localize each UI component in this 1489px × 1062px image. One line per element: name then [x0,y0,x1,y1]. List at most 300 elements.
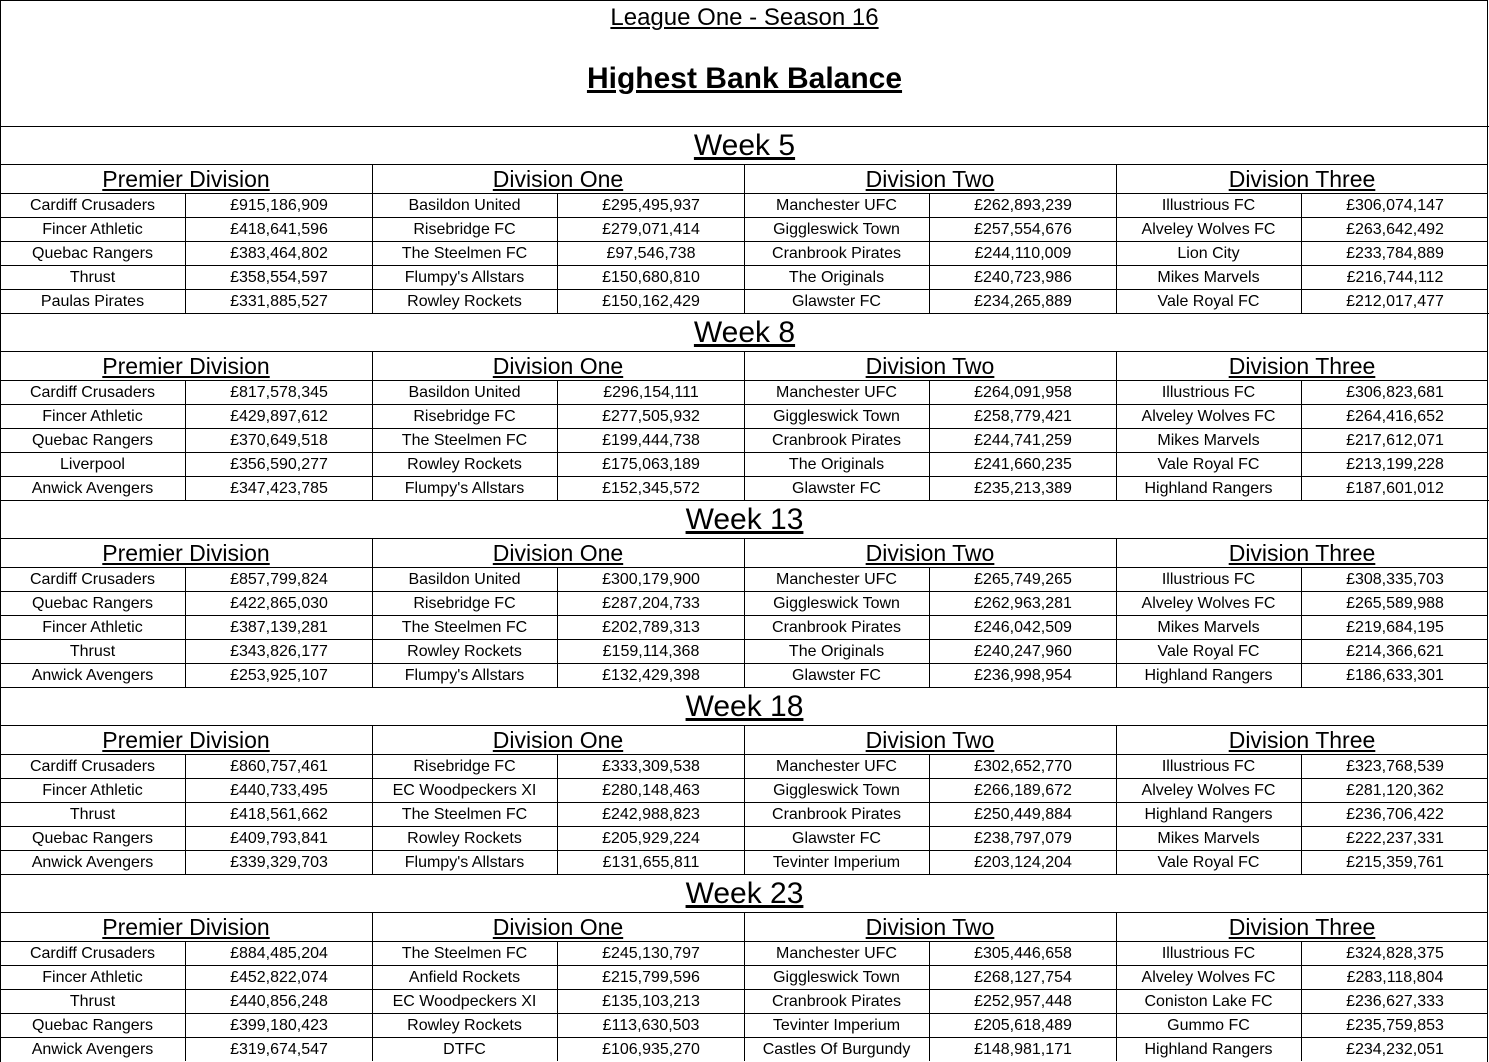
team-name-cell[interactable]: Manchester UFC [744,755,930,778]
team-name-cell[interactable]: Anwick Avengers [0,477,186,500]
table-row [0,778,372,802]
division-heading: Premier Division [0,164,372,193]
bank-balance-cell[interactable]: £264,091,958 [974,384,1072,401]
team-name-cell[interactable]: Glawster FC [744,290,930,313]
table-row [1116,591,1488,615]
division-heading: Division Two [744,725,1116,754]
team-name-cell[interactable]: Fincer Athletic [0,966,186,989]
table-row [1116,567,1488,591]
division-heading: Premier Division [0,912,372,941]
team-name-cell[interactable]: Cranbrook Pirates [744,803,930,826]
bank-balance-cell[interactable]: £236,706,422 [1346,806,1444,823]
bank-balance-cell[interactable]: £857,799,824 [230,571,328,588]
bank-balance-cell[interactable]: £429,897,612 [230,408,328,425]
team-name-cell[interactable]: Fincer Athletic [0,218,186,241]
column-divider [1116,725,1117,874]
bank-balance-cell[interactable]: £135,103,213 [602,993,700,1010]
table-row [372,476,744,500]
bank-balance-cell[interactable]: £234,232,051 [1346,1041,1444,1058]
column-divider [744,912,745,1061]
team-name-cell[interactable]: Rowley Rockets [372,1014,558,1037]
table-row [0,241,372,265]
table-row [372,989,744,1013]
team-name-cell[interactable]: Fincer Athletic [0,779,186,802]
table-row [1116,1013,1488,1037]
bank-balance-cell[interactable]: £343,826,177 [230,643,328,660]
division-column [744,538,1116,687]
bank-balance-cell[interactable]: £132,429,398 [602,667,700,684]
bank-balance-cell[interactable]: £279,071,414 [602,221,700,238]
table-row [744,778,1116,802]
bank-balance-cell[interactable]: £245,130,797 [602,945,700,962]
bank-balance-cell[interactable]: £238,797,079 [974,830,1072,847]
bank-balance-cell[interactable]: £319,674,547 [230,1041,328,1058]
division-column [744,164,1116,313]
team-name-cell[interactable]: Giggleswick Town [744,966,930,989]
team-name-cell[interactable]: Tevinter Imperium [744,851,930,874]
bank-balance-cell[interactable]: £150,162,429 [602,293,700,310]
team-name-cell[interactable]: Rowley Rockets [372,453,558,476]
team-name-cell[interactable]: Flumpy's Allstars [372,477,558,500]
bank-balance-cell[interactable]: £152,345,572 [602,480,700,497]
table-row [744,826,1116,850]
team-name-cell[interactable]: Castles Of Burgundy [744,1038,930,1061]
division-heading: Division Two [744,164,1116,193]
team-name-cell[interactable]: Thrust [0,640,186,663]
team-name-cell[interactable]: The Steelmen FC [372,429,558,452]
team-name-cell[interactable]: Vale Royal FC [1116,640,1302,663]
page-subtitle: Highest Bank Balance [586,62,903,95]
team-name-cell[interactable]: Giggleswick Town [744,592,930,615]
bank-balance-cell[interactable]: £242,988,823 [602,806,700,823]
bank-balance-cell[interactable]: £159,114,368 [602,643,700,660]
team-name-cell[interactable]: Liverpool [0,453,186,476]
bank-balance-cell[interactable]: £262,893,239 [974,197,1072,214]
table-row [1116,802,1488,826]
bank-balance-cell[interactable]: £306,074,147 [1346,197,1444,214]
team-name-cell[interactable]: Alveley Wolves FC [1116,218,1302,241]
team-name-cell[interactable]: Coniston Lake FC [1116,990,1302,1013]
bank-balance-cell[interactable]: £240,723,986 [974,269,1072,286]
bank-balance-cell[interactable]: £440,733,495 [230,782,328,799]
bank-balance-cell[interactable]: £240,247,960 [974,643,1072,660]
bank-balance-cell[interactable]: £418,641,596 [230,221,328,238]
division-column [1116,538,1488,687]
team-name-cell[interactable]: Risebridge FC [372,218,558,241]
bank-balance-cell[interactable]: £235,213,389 [974,480,1072,497]
table-row [0,289,372,313]
table-row [1116,476,1488,500]
bank-balance-cell[interactable]: £302,652,770 [974,758,1072,775]
division-heading: Division Two [744,912,1116,941]
team-name-cell[interactable]: Cranbrook Pirates [744,429,930,452]
table-row [744,404,1116,428]
division-column [1116,351,1488,500]
bank-balance-cell[interactable]: £383,464,802 [230,245,328,262]
week-block [0,687,1489,874]
team-name-cell[interactable]: Vale Royal FC [1116,290,1302,313]
team-name-cell[interactable]: The Originals [744,453,930,476]
table-row [744,1037,1116,1061]
table-row [1116,826,1488,850]
team-name-cell[interactable]: Risebridge FC [372,405,558,428]
bank-balance-cell[interactable]: £263,642,492 [1346,221,1444,238]
table-row [1116,754,1488,778]
bank-balance-cell[interactable]: £203,124,204 [974,854,1072,871]
table-row [372,428,744,452]
bank-balance-cell[interactable]: £817,578,345 [230,384,328,401]
team-name-cell[interactable]: Glawster FC [744,664,930,687]
division-column [0,351,372,500]
team-name-cell[interactable]: Illustrious FC [1116,568,1302,591]
table-row [744,289,1116,313]
team-name-cell[interactable]: Flumpy's Allstars [372,851,558,874]
bank-balance-cell[interactable]: £202,789,313 [602,619,700,636]
team-name-cell[interactable]: Quebac Rangers [0,242,186,265]
team-name-cell[interactable]: Fincer Athletic [0,405,186,428]
team-name-cell[interactable]: Mikes Marvels [1116,827,1302,850]
division-column [744,351,1116,500]
week-block [0,313,1489,500]
team-name-cell[interactable]: Flumpy's Allstars [372,266,558,289]
team-name-cell[interactable]: EC Woodpeckers XI [372,779,558,802]
week-heading: Week 23 [0,874,1489,912]
bank-balance-cell[interactable]: £250,449,884 [974,806,1072,823]
team-name-cell[interactable]: Thrust [0,990,186,1013]
table-row [744,989,1116,1013]
team-name-cell[interactable]: Cranbrook Pirates [744,242,930,265]
team-name-cell[interactable]: Vale Royal FC [1116,851,1302,874]
team-name-cell[interactable]: EC Woodpeckers XI [372,990,558,1013]
team-name-cell[interactable]: Thrust [0,803,186,826]
bank-balance-cell[interactable]: £265,749,265 [974,571,1072,588]
table-row [372,639,744,663]
team-name-cell[interactable]: Rowley Rockets [372,827,558,850]
table-row [744,567,1116,591]
bank-balance-cell[interactable]: £287,204,733 [602,595,700,612]
table-row [0,217,372,241]
bank-balance-cell[interactable]: £175,063,189 [602,456,700,473]
division-column [372,164,744,313]
bank-balance-cell[interactable]: £113,630,503 [602,1017,700,1034]
table-row [372,826,744,850]
team-name-cell[interactable]: Mikes Marvels [1116,429,1302,452]
team-name-cell[interactable]: Flumpy's Allstars [372,664,558,687]
team-name-cell[interactable]: Cardiff Crusaders [0,942,186,965]
bank-balance-cell[interactable]: £215,799,596 [602,969,700,986]
bank-balance-cell[interactable]: £236,998,954 [974,667,1072,684]
bank-balance-cell[interactable]: £418,561,662 [230,806,328,823]
table-row [744,965,1116,989]
bank-balance-cell[interactable]: £205,929,224 [602,830,700,847]
team-name-cell[interactable]: Manchester UFC [744,381,930,404]
team-name-cell[interactable]: Anwick Avengers [0,1038,186,1061]
team-name-cell[interactable]: Cardiff Crusaders [0,568,186,591]
team-name-cell[interactable]: Tevinter Imperium [744,1014,930,1037]
table-row [0,452,372,476]
bank-balance-cell[interactable]: £216,744,112 [1346,269,1444,286]
bank-balance-cell[interactable]: £277,505,932 [602,408,700,425]
bank-balance-cell[interactable]: £323,768,539 [1346,758,1444,775]
bank-balance-cell[interactable]: £234,265,889 [974,293,1072,310]
division-column [0,538,372,687]
team-name-cell[interactable]: Quebac Rangers [0,827,186,850]
table-row [744,380,1116,404]
team-name-cell[interactable]: Cranbrook Pirates [744,616,930,639]
bank-balance-cell[interactable]: £214,366,621 [1346,643,1444,660]
bank-balance-cell[interactable]: £296,154,111 [603,384,699,401]
bank-balance-cell[interactable]: £339,329,703 [230,854,328,871]
team-name-cell[interactable]: Vale Royal FC [1116,453,1302,476]
division-column [372,351,744,500]
team-name-cell[interactable]: The Steelmen FC [372,942,558,965]
team-name-cell[interactable]: Paulas Pirates [0,290,186,313]
division-heading: Division One [372,351,744,380]
table-row [1116,1037,1488,1061]
column-divider [744,538,745,687]
team-name-cell[interactable]: Highland Rangers [1116,803,1302,826]
team-name-cell[interactable]: Risebridge FC [372,592,558,615]
bank-balance-cell[interactable]: £452,822,074 [230,969,328,986]
table-row [372,615,744,639]
division-heading: Division One [372,538,744,567]
team-name-cell[interactable]: Lion City [1116,242,1302,265]
table-row [372,265,744,289]
team-name-cell[interactable]: Highland Rangers [1116,664,1302,687]
bank-balance-cell[interactable]: £283,118,804 [1346,969,1444,986]
bank-balance-cell[interactable]: £246,042,509 [974,619,1072,636]
table-row [372,217,744,241]
team-name-cell[interactable]: Fincer Athletic [0,616,186,639]
table-row [372,380,744,404]
bank-balance-cell[interactable]: £131,655,811 [602,854,700,871]
bank-balance-cell[interactable]: £212,017,477 [1346,293,1444,310]
team-name-cell[interactable]: The Originals [744,266,930,289]
bank-balance-cell[interactable]: £265,589,988 [1346,595,1444,612]
team-name-cell[interactable]: Rowley Rockets [372,640,558,663]
team-name-cell[interactable]: Alveley Wolves FC [1116,592,1302,615]
team-name-cell[interactable]: Cardiff Crusaders [0,755,186,778]
team-name-cell[interactable]: The Steelmen FC [372,242,558,265]
team-name-cell[interactable]: Cranbrook Pirates [744,990,930,1013]
bank-balance-cell[interactable]: £409,793,841 [230,830,328,847]
column-divider [1116,912,1117,1061]
bank-balance-cell[interactable]: £215,359,761 [1346,854,1444,871]
division-heading: Division Three [1116,538,1488,567]
bank-balance-cell[interactable]: £257,554,676 [974,221,1072,238]
division-heading: Division One [372,164,744,193]
team-name-cell[interactable]: DTFC [372,1038,558,1061]
bank-balance-cell[interactable]: £387,139,281 [230,619,328,636]
team-name-cell[interactable]: Giggleswick Town [744,218,930,241]
table-row [744,754,1116,778]
bank-balance-cell[interactable]: £213,199,228 [1346,456,1444,473]
bank-balance-cell[interactable]: £233,784,889 [1346,245,1444,262]
bank-balance-cell[interactable]: £252,957,448 [974,993,1072,1010]
team-name-cell[interactable]: Alveley Wolves FC [1116,779,1302,802]
team-name-cell[interactable]: Anfield Rockets [372,966,558,989]
bank-balance-cell[interactable]: £235,759,853 [1346,1017,1444,1034]
team-name-cell[interactable]: Manchester UFC [744,942,930,965]
team-name-cell[interactable]: Mikes Marvels [1116,266,1302,289]
team-name-cell[interactable]: Illustrious FC [1116,194,1302,217]
team-name-cell[interactable]: Giggleswick Town [744,779,930,802]
bank-balance-cell[interactable]: £281,120,362 [1346,782,1444,799]
column-divider [372,164,373,313]
bank-balance-cell[interactable]: £244,110,009 [974,245,1072,262]
bank-balance-cell[interactable]: £106,935,270 [602,1041,700,1058]
bank-balance-cell[interactable]: £306,823,681 [1346,384,1444,401]
division-column [744,725,1116,874]
bank-balance-cell[interactable]: £358,554,597 [230,269,328,286]
table-row [0,989,372,1013]
table-row [372,1037,744,1061]
team-name-cell[interactable]: Anwick Avengers [0,664,186,687]
table-row [744,802,1116,826]
team-name-cell[interactable]: Cardiff Crusaders [0,381,186,404]
table-row [372,591,744,615]
bank-balance-cell[interactable]: £308,335,703 [1346,571,1444,588]
bank-balance-cell[interactable]: £264,416,652 [1346,408,1444,425]
team-name-cell[interactable]: Illustrious FC [1116,755,1302,778]
division-column [1116,164,1488,313]
bank-balance-cell[interactable]: £205,618,489 [974,1017,1072,1034]
team-name-cell[interactable]: Rowley Rockets [372,290,558,313]
bank-balance-cell[interactable]: £150,680,810 [602,269,700,286]
table-row [0,615,372,639]
team-name-cell[interactable]: The Steelmen FC [372,616,558,639]
table-row [372,778,744,802]
team-name-cell[interactable]: Cardiff Crusaders [0,194,186,217]
team-name-cell[interactable]: Manchester UFC [744,194,930,217]
table-row [1116,241,1488,265]
bank-balance-cell[interactable]: £222,237,331 [1346,830,1444,847]
table-row [372,452,744,476]
bank-balance-cell[interactable]: £268,127,754 [974,969,1072,986]
table-row [744,452,1116,476]
team-name-cell[interactable]: Illustrious FC [1116,942,1302,965]
bank-balance-cell[interactable]: £266,189,672 [974,782,1072,799]
team-name-cell[interactable]: Quebac Rangers [0,1014,186,1037]
bank-balance-cell[interactable]: £399,180,423 [230,1017,328,1034]
bank-balance-cell[interactable]: £300,179,900 [602,571,700,588]
bank-balance-cell[interactable]: £356,590,277 [230,456,328,473]
bank-balance-cell[interactable]: £347,423,785 [230,480,328,497]
bank-balance-cell[interactable]: £370,649,518 [230,432,328,449]
bank-balance-cell[interactable]: £187,601,012 [1346,480,1444,497]
bank-balance-cell[interactable]: £262,963,281 [974,595,1072,612]
bank-balance-cell[interactable]: £97,546,738 [606,245,696,262]
bank-balance-cell[interactable]: £422,865,030 [230,595,328,612]
table-row [372,965,744,989]
bank-balance-cell[interactable]: £253,925,107 [230,667,328,684]
team-name-cell[interactable]: Risebridge FC [372,755,558,778]
column-divider [372,538,373,687]
table-row [372,663,744,687]
division-grid [0,725,1489,874]
bank-balance-cell[interactable]: £331,885,527 [230,293,328,310]
bank-balance-cell[interactable]: £915,186,909 [230,197,328,214]
team-name-cell[interactable]: The Originals [744,640,930,663]
division-heading: Division Three [1116,912,1488,941]
team-name-cell[interactable]: Illustrious FC [1116,381,1302,404]
bank-balance-cell[interactable]: £258,779,421 [974,408,1072,425]
bank-balance-cell[interactable]: £244,741,259 [974,432,1072,449]
table-row [0,639,372,663]
team-name-cell[interactable]: Glawster FC [744,477,930,500]
team-name-cell[interactable]: Quebac Rangers [0,429,186,452]
bank-balance-cell[interactable]: £148,981,171 [974,1041,1072,1058]
division-column [0,164,372,313]
week-heading: Week 5 [0,126,1489,164]
division-column [1116,725,1488,874]
team-name-cell[interactable]: Glawster FC [744,827,930,850]
bank-balance-cell[interactable]: £186,633,301 [1346,667,1444,684]
table-row [744,217,1116,241]
team-name-cell[interactable]: Basildon United [372,568,558,591]
week-heading: Week 18 [0,687,1489,725]
table-row [744,241,1116,265]
table-row [744,850,1116,874]
team-name-cell[interactable]: The Steelmen FC [372,803,558,826]
table-row [372,404,744,428]
team-name-cell[interactable]: Alveley Wolves FC [1116,405,1302,428]
bank-balance-cell[interactable]: £295,495,937 [602,197,700,214]
bank-balance-cell[interactable]: £217,612,071 [1346,432,1444,449]
team-name-cell[interactable]: Gummo FC [1116,1014,1302,1037]
table-row [744,265,1116,289]
bank-balance-cell[interactable]: £280,148,463 [602,782,700,799]
division-heading: Division Three [1116,351,1488,380]
table-row [744,663,1116,687]
team-name-cell[interactable]: Basildon United [372,381,558,404]
team-name-cell[interactable]: Thrust [0,266,186,289]
bank-balance-cell[interactable]: £236,627,333 [1346,993,1444,1010]
table-row [1116,452,1488,476]
bank-balance-cell[interactable]: £241,660,235 [974,456,1072,473]
bank-balance-cell[interactable]: £199,444,738 [602,432,700,449]
table-row [1116,778,1488,802]
team-name-cell[interactable]: Quebac Rangers [0,592,186,615]
team-name-cell[interactable]: Highland Rangers [1116,477,1302,500]
table-row [1116,639,1488,663]
team-name-cell[interactable]: Alveley Wolves FC [1116,966,1302,989]
team-name-cell[interactable]: Giggleswick Town [744,405,930,428]
week-block [0,126,1489,313]
team-name-cell[interactable]: Highland Rangers [1116,1038,1302,1061]
table-row [372,802,744,826]
table-row [0,663,372,687]
bank-balance-cell[interactable]: £324,828,375 [1346,945,1444,962]
team-name-cell[interactable]: Basildon United [372,194,558,217]
bank-balance-cell[interactable]: £884,485,204 [230,945,328,962]
division-heading: Premier Division [0,538,372,567]
team-name-cell[interactable]: Anwick Avengers [0,851,186,874]
bank-balance-cell[interactable]: £440,856,248 [230,993,328,1010]
week-heading: Week 13 [0,500,1489,538]
bank-balance-cell[interactable]: £219,684,195 [1346,619,1444,636]
table-row [1116,404,1488,428]
table-row [1116,941,1488,965]
table-row [744,941,1116,965]
bank-balance-cell[interactable]: £333,309,538 [602,758,700,775]
bank-balance-cell[interactable]: £860,757,461 [230,758,328,775]
page-title: League One - Season 16 [610,4,879,31]
team-name-cell[interactable]: Mikes Marvels [1116,616,1302,639]
bank-balance-cell[interactable]: £305,446,658 [974,945,1072,962]
team-name-cell[interactable]: Manchester UFC [744,568,930,591]
table-row [1116,663,1488,687]
